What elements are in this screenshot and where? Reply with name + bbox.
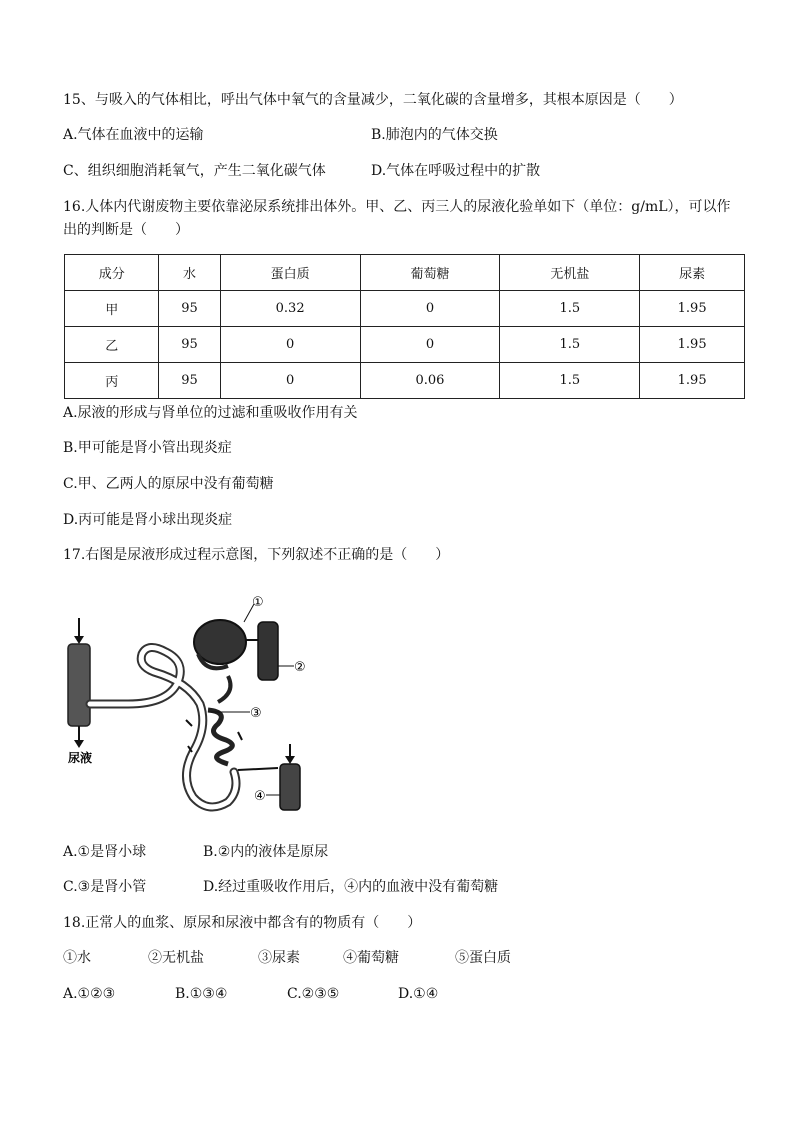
table-cell: 95 [159, 291, 220, 327]
q18-option-c: C.②③⑤ [287, 986, 340, 1002]
table-cell: 1.5 [500, 291, 640, 327]
table-cell: 0 [220, 327, 360, 363]
q18-stem: 18.正常人的血浆、原尿和尿液中都含有的物质有（ ） [63, 915, 422, 931]
table-cell: 乙 [65, 327, 159, 363]
table-cell: 95 [159, 363, 220, 399]
table-row [65, 291, 745, 327]
q16-option-a: A.尿液的形成与肾单位的过滤和重吸收作用有关 [63, 405, 358, 421]
table-header-row [65, 255, 745, 291]
q16-option-c: C.甲、乙两人的原尿中没有葡萄糖 [63, 476, 274, 492]
table-cell: 1.95 [640, 291, 745, 327]
label-2: ② [294, 660, 306, 675]
table-cell: 1.5 [500, 327, 640, 363]
q15-stem: 15、与吸入的气体相比，呼出气体中氧气的含量减少，二氧化碳的含量增多，其根本原因是（ ） [63, 92, 683, 108]
blood-vessel-4 [280, 764, 300, 810]
q15-option-b: B.肺泡内的气体交换 [371, 127, 498, 143]
q17-option-b: B.②内的液体是原尿 [203, 844, 329, 860]
table-header-cell: 蛋白质 [220, 255, 360, 291]
q18-item: ④葡萄糖 [343, 950, 399, 966]
q17-option-c: C.③是肾小管 [63, 879, 147, 895]
table-cell: 丙 [65, 363, 159, 399]
q18-item: ①水 [63, 950, 91, 966]
label-3: ③ [250, 706, 262, 721]
q17-option-d: D.经过重吸收作用后，④内的血液中没有葡萄糖 [203, 879, 499, 895]
table-cell: 0 [220, 363, 360, 399]
label-4: ④ [254, 789, 266, 804]
arrow-icon [238, 768, 278, 770]
q15-option-a: A.气体在血液中的运输 [63, 127, 204, 143]
table-cell: 1.5 [500, 363, 640, 399]
q15-option-c: C、组织细胞消耗氧气，产生二氧化碳气体 [63, 163, 326, 179]
urine-test-table [64, 254, 745, 399]
q16-option-b: B.甲可能是肾小管出现炎症 [63, 440, 232, 456]
q16-option-d: D.丙可能是肾小球出现炎症 [63, 512, 233, 528]
table-cell: 0 [360, 327, 500, 363]
label-urine: 尿液 [68, 751, 93, 765]
table-row [65, 363, 745, 399]
nephron-diagram [58, 592, 318, 822]
table-header-cell: 成分 [65, 255, 159, 291]
table-header-cell: 水 [159, 255, 220, 291]
table-cell: 甲 [65, 291, 159, 327]
capillary-network [208, 710, 232, 764]
q17-stem: 17.右图是尿液形成过程示意图，下列叙述不正确的是（ ） [63, 547, 450, 563]
q16-stem-line1: 16.人体内代谢废物主要依靠泌尿系统排出体外。甲、乙、丙三人的尿液化验单如下（单位：g/mL），可以作 [63, 199, 731, 215]
q15-option-d: D.气体在呼吸过程中的扩散 [371, 163, 541, 179]
table-header-cell: 无机盐 [500, 255, 640, 291]
table-cell: 0 [360, 291, 500, 327]
q18-option-a: A.①②③ [63, 986, 116, 1002]
q18-item: ②无机盐 [148, 950, 204, 966]
table-header-cell: 葡萄糖 [360, 255, 500, 291]
arrow-head-icon [74, 740, 84, 748]
table-cell: 0.06 [360, 363, 500, 399]
collecting-duct [68, 644, 90, 726]
q16-stem-line2: 出的判断是（ ） [63, 222, 189, 238]
table-cell: 95 [159, 327, 220, 363]
q18-item: ⑤蛋白质 [455, 950, 511, 966]
table-cell: 1.95 [640, 327, 745, 363]
blood-vessel-2 [258, 622, 278, 680]
table-cell: 0.32 [220, 291, 360, 327]
table-row [65, 327, 745, 363]
arrow-head-icon [74, 636, 84, 644]
q18-item: ③尿素 [258, 950, 300, 966]
arrow-head-icon [285, 756, 295, 764]
table-cell: 1.95 [640, 363, 745, 399]
q17-option-a: A.①是肾小球 [63, 844, 147, 860]
table-header-cell: 尿素 [640, 255, 745, 291]
label-1: ① [252, 595, 264, 610]
q18-option-d: D.①④ [398, 986, 439, 1002]
efferent-vessel [218, 676, 230, 702]
q18-option-b: B.①③④ [175, 986, 228, 1002]
